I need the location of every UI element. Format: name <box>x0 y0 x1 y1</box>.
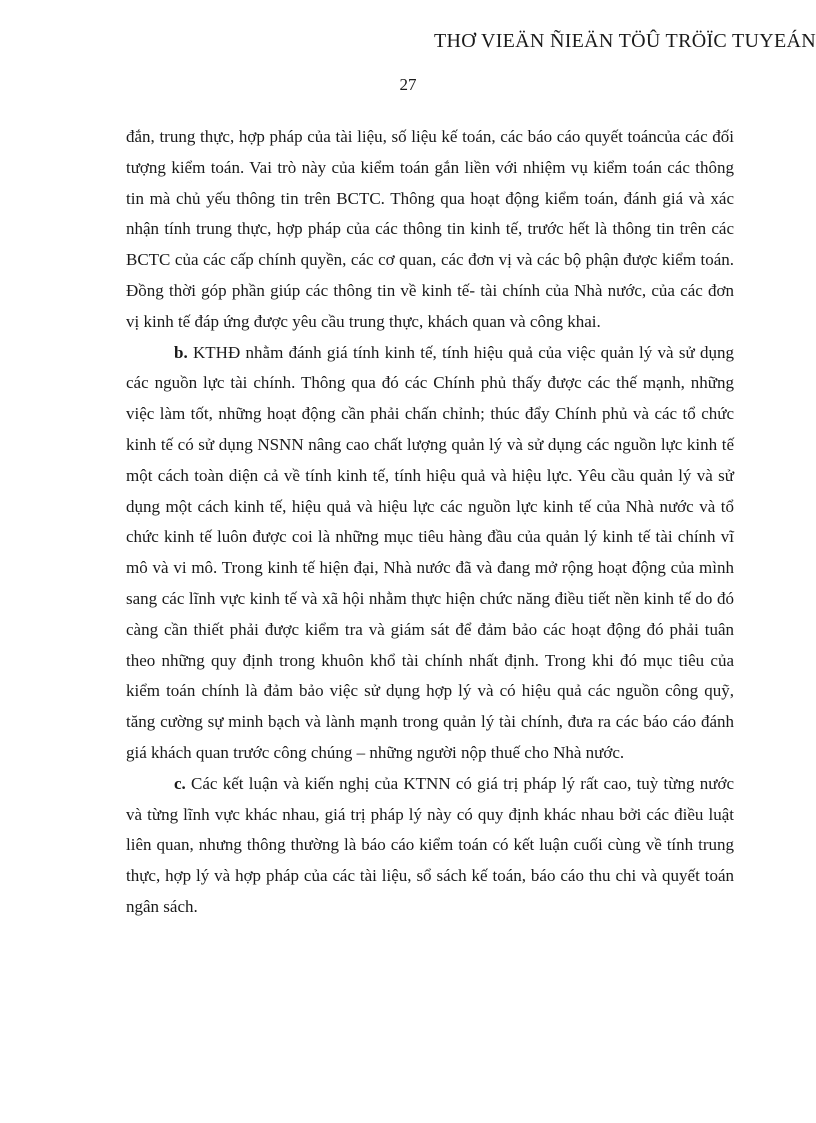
paragraph-marker: c. <box>174 773 186 793</box>
paragraph-marker: b. <box>174 342 188 362</box>
paragraph-c <box>126 769 734 923</box>
paragraph-text: KTHĐ nhằm đánh giá tính kinh tế, tính hiệu quả của việc quản lý và sử dụng các nguồn lực tài chính. Thông qua đó các Chính phủ thấy được các thế mạnh, những việc làm tốt, những hoạt động cần phải chấn chỉnh; thúc đẩy Chính phủ và các tổ chức kinh tế có sử dụng NSNN nâng cao chất lượng quản lý và sử dụng các nguồn lực kinh tế một cách toàn diện cả về tính kinh tế, tính hiệu quả và hiệu lực. Yêu cầu quản lý và sử dụng một cách kinh tế, hiệu quả và hiệu lực các nguồn lực kinh tế của Nhà nước và tổ chức kinh tế luôn được coi là những mục tiêu hàng đầu của quản lý kinh tế tài chính vĩ mô và vi mô. Trong kinh tế hiện đại, Nhà nước đã và đang mở rộng hoạt động của mình sang các lĩnh vực kinh tế và xã hội nhằm thực hiện chức năng điều tiết nền kinh tế do đó càng cần thiết phải được kiểm tra và giám sát để đảm bảo các hoạt động đó phải tuân theo những quy định trong khuôn khổ tài chính nhất định. Trong khi đó mục tiêu của kiểm toán chính là đảm bảo việc sử dụng hợp lý và có hiệu quả các nguồn công quỹ, tăng cường sự minh bạch và lành mạnh trong quản lý tài chính, đưa ra các báo cáo đánh giá khách quan trước công chúng – những người nộp thuế cho Nhà nước. <box>126 342 734 762</box>
running-header: THƠ VIEÄN ÑIEÄN TÖÛ TRÖÏC TUYEÁN <box>434 30 816 52</box>
paragraph-continuation <box>126 122 734 338</box>
paragraph-text: đắn, trung thực, hợp pháp của tài liệu, số liệu kế toán, các báo cáo quyết toáncủa các đối tượng kiểm toán. Vai trò này của kiểm toán gắn liền với nhiệm vụ kiểm toán các thông tin mà chủ yếu thông tin trên BCTC. Thông qua hoạt động kiểm toán, đánh giá và xác nhận tính trung thực, hợp pháp của các thông tin kinh tế, trước hết là thông tin trên các BCTC của các cấp chính quyền, các cơ quan, các đơn vị và các bộ phận được kiểm toán. Đồng thời góp phần giúp các thông tin về kinh tế- tài chính của Nhà nước, của các đơn vị kinh tế đáp ứng được yêu cầu trung thực, khách quan và công khai. <box>126 127 734 331</box>
body-text <box>126 122 734 923</box>
paragraph-b <box>126 338 734 769</box>
page-number: 27 <box>399 75 417 94</box>
paragraph-text: Các kết luận và kiến nghị của KTNN có giá trị pháp lý rất cao, tuỳ từng nước và từng lĩnh vực khác nhau, giá trị pháp lý này có quy định khác nhau bởi các điều luật liên quan, nhưng thông thường là báo cáo kiểm toán có kết luận cuối cùng về tính trung thực, hợp lý và hợp pháp của các tài liệu, sổ sách kế toán, báo cáo thu chi và quyết toán ngân sách. <box>126 773 734 916</box>
